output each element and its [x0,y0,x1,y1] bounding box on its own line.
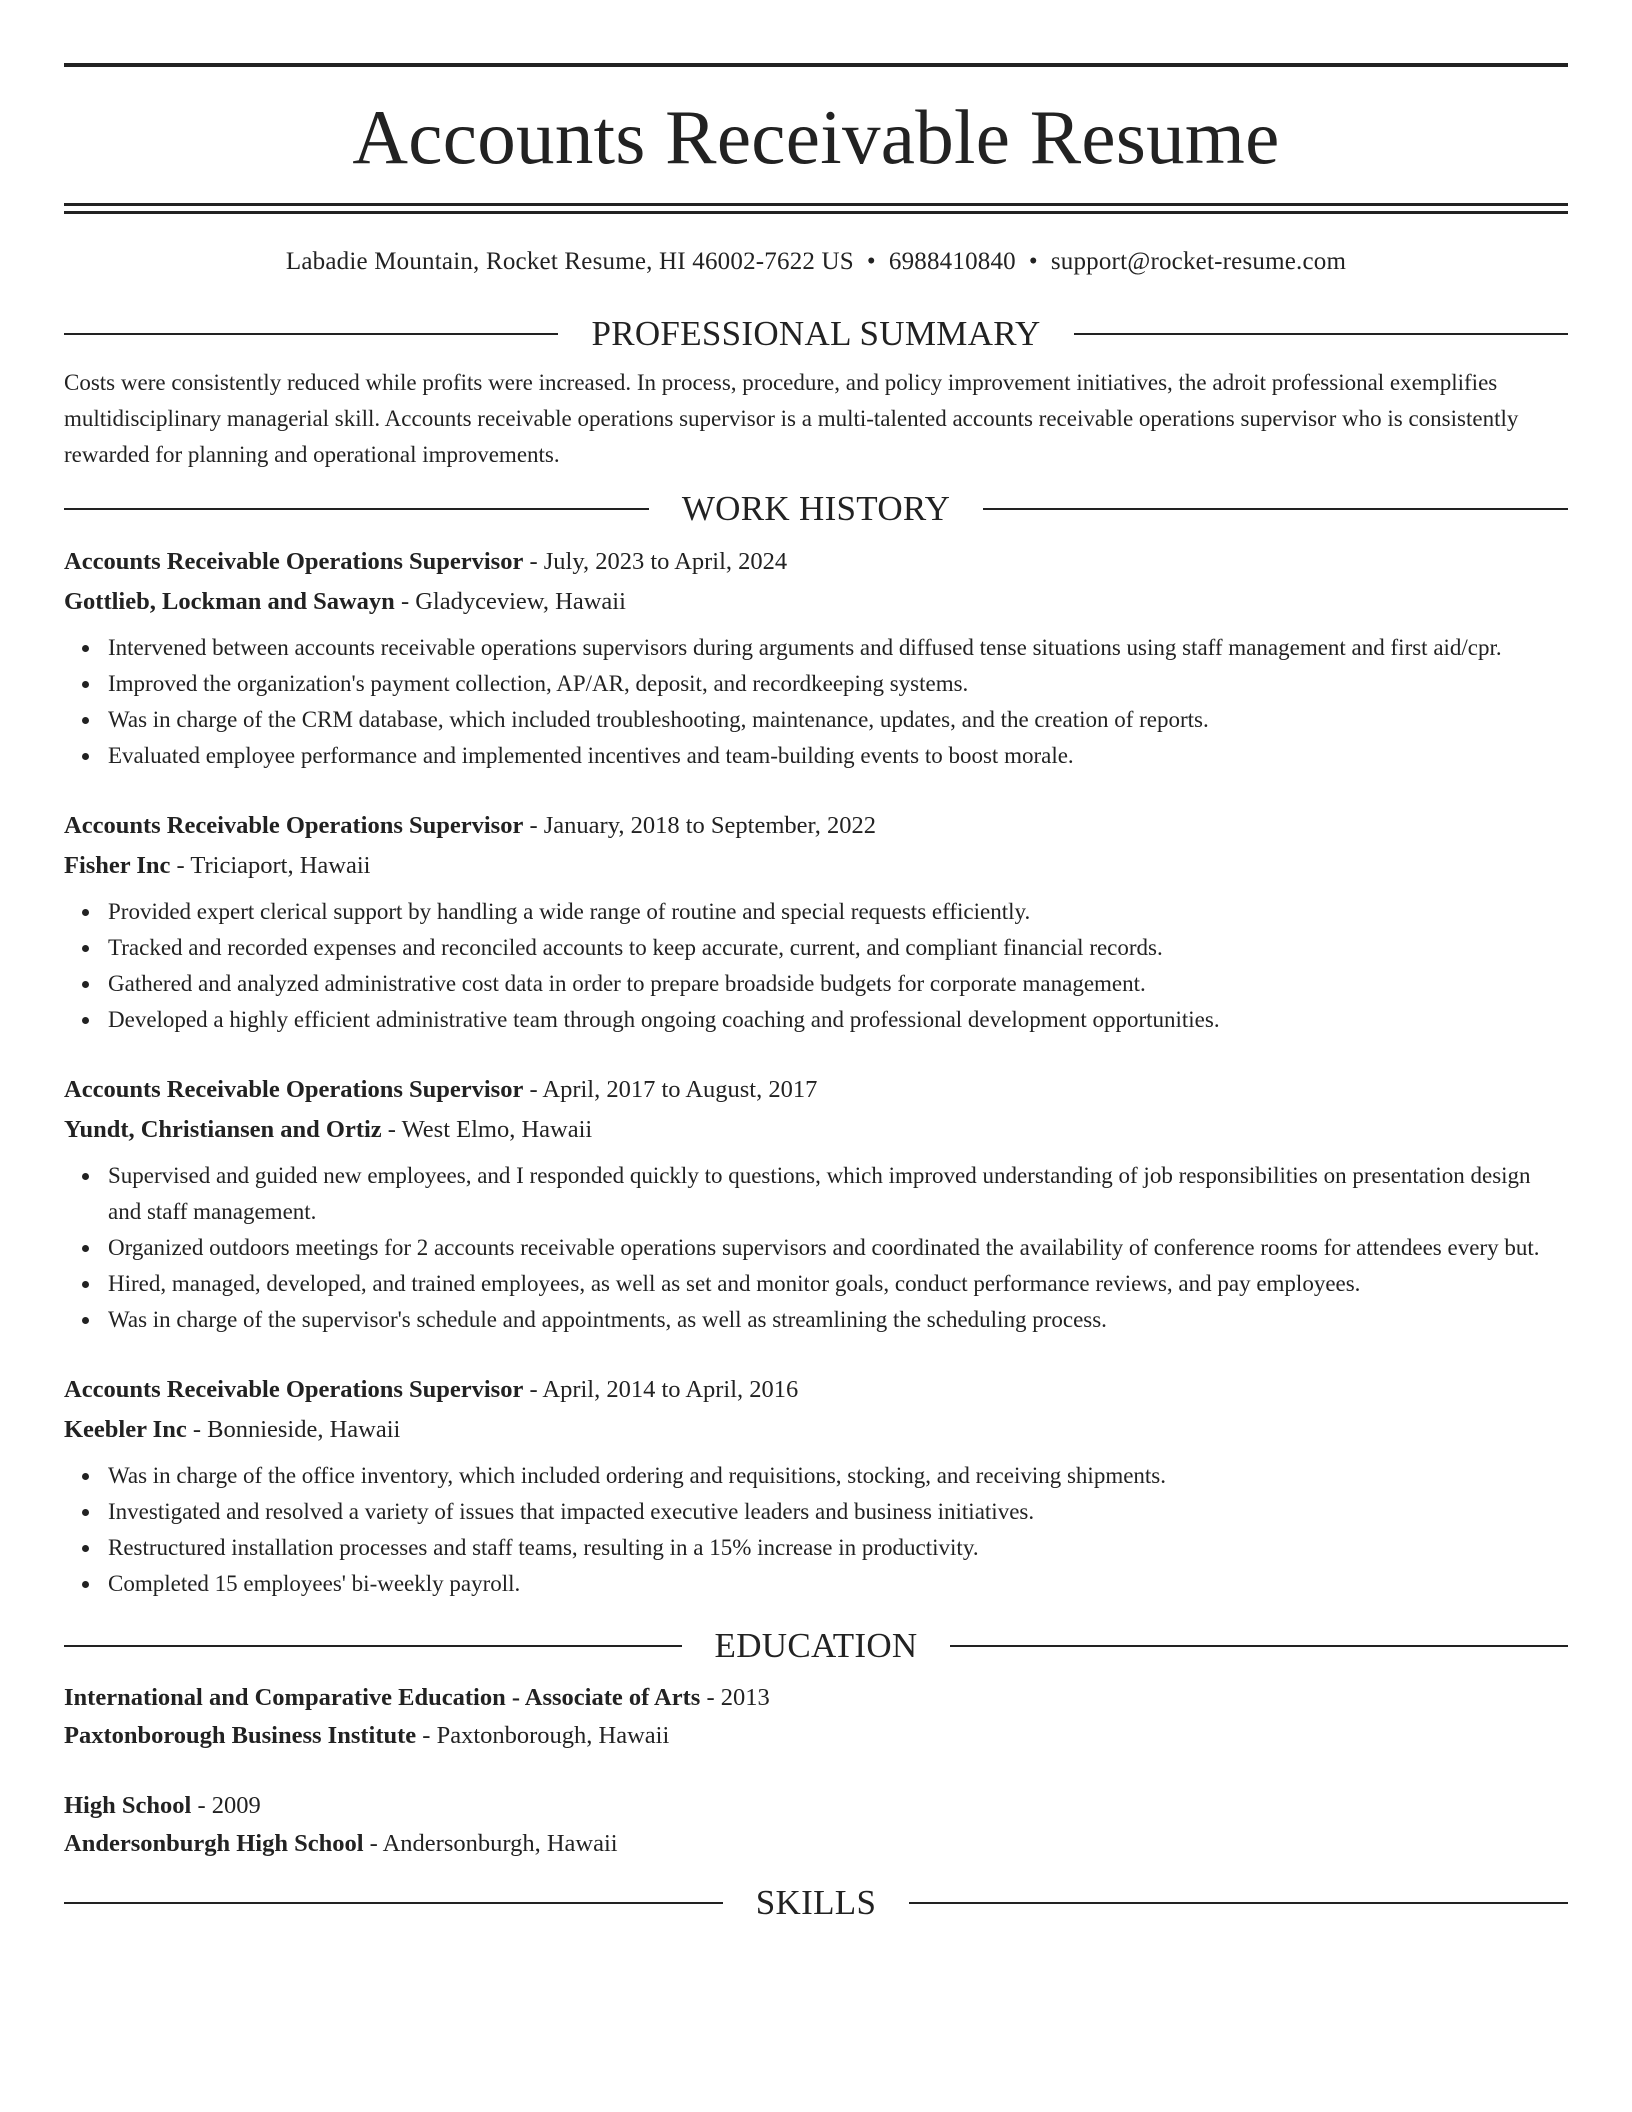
job-company: Fisher Inc [64,852,171,879]
job-company-line [64,846,1568,886]
job-dates: - January, 2018 to September, 2022 [523,812,876,839]
job-company-line [64,1110,1568,1150]
job-title-line [64,1370,1568,1410]
contact-line [64,247,1568,277]
contact-separator: • [866,248,876,275]
job-entry [64,806,1568,1038]
education-degree: High School [64,1792,192,1819]
job-dates: - April, 2014 to April, 2016 [523,1376,799,1403]
job-bullet: Restructured installation processes and staff teams, resulting in a 15% increase in productivity. [108,1530,1568,1566]
education-school-line [64,1717,1568,1755]
job-bullet: Gathered and analyzed administrative cost data in order to prepare broadside budgets for corporate management. [108,966,1568,1002]
section-title: WORK HISTORY [681,489,951,528]
heading-rule [64,1645,682,1647]
job-bullet-list [64,1458,1568,1602]
section-heading-work [64,489,1568,529]
section-title: SKILLS [755,1883,877,1922]
education-degree-line [64,1679,1568,1717]
job-company: Yundt, Christiansen and Ortiz [64,1116,382,1143]
education-degree: International and Comparative Education - Associate of Arts [64,1684,701,1711]
section-title: EDUCATION [714,1626,918,1665]
title-double-rule [64,203,1568,214]
job-bullet: Provided expert clerical support by handling a wide range of routine and special requests efficiently. [108,894,1568,930]
education-list [64,1679,1568,1863]
job-bullet: Supervised and guided new employees, and I responded quickly to questions, which improved understanding of job responsibilities on presentation design and staff management. [108,1158,1568,1230]
job-bullet-list [64,630,1568,774]
heading-rule [983,508,1568,510]
education-school: Paxtonborough Business Institute [64,1722,417,1749]
section-title: PROFESSIONAL SUMMARY [591,314,1041,353]
education-year: - 2009 [191,1792,261,1819]
job-dates: - April, 2017 to August, 2017 [523,1076,818,1103]
heading-rule [1074,333,1568,335]
heading-rule [64,1902,723,1904]
education-location: - Paxtonborough, Hawaii [416,1722,670,1749]
job-bullet: Organized outdoors meetings for 2 accounts receivable operations supervisors and coordinated the availability of conference rooms for attendees every but. [108,1230,1568,1266]
job-entry [64,1070,1568,1338]
education-school: Andersonburgh High School [64,1830,364,1857]
job-bullet: Was in charge of the office inventory, which included ordering and requisitions, stocking, and receiving shipments. [108,1458,1568,1494]
education-school-line [64,1825,1568,1863]
job-dates: - July, 2023 to April, 2024 [523,548,788,575]
section-heading-summary [64,314,1568,354]
education-degree-line [64,1787,1568,1825]
job-bullet: Tracked and recorded expenses and reconciled accounts to keep accurate, current, and compliant financial records. [108,930,1568,966]
job-title-line [64,542,1568,582]
heading-rule [909,1902,1568,1904]
job-title: Accounts Receivable Operations Supervisor [64,1376,524,1403]
education-location: - Andersonburgh, Hawaii [363,1830,618,1857]
contact-phone: 6988410840 [888,248,1016,275]
job-bullet: Was in charge of the CRM database, which included troubleshooting, maintenance, updates, and the creation of reports. [108,702,1568,738]
job-entry [64,542,1568,774]
job-location: - Triciaport, Hawaii [170,852,371,879]
heading-rule [950,1645,1568,1647]
job-title: Accounts Receivable Operations Supervisor [64,812,524,839]
job-bullet-list [64,1158,1568,1338]
job-bullet: Improved the organization's payment collection, AP/AR, deposit, and recordkeeping systems. [108,666,1568,702]
job-bullet: Evaluated employee performance and implemented incentives and team-building events to boost morale. [108,738,1568,774]
heading-rule [64,508,649,510]
heading-rule [64,333,558,335]
job-bullet: Completed 15 employees' bi-weekly payroll. [108,1566,1568,1602]
education-year: - 2013 [700,1684,770,1711]
top-rule [64,63,1568,67]
job-title-line [64,806,1568,846]
section-heading-skills [64,1883,1568,1923]
job-title-line [64,1070,1568,1110]
education-entry [64,1787,1568,1863]
job-bullet-list [64,894,1568,1038]
resume-page [64,0,1568,1923]
job-title: Accounts Receivable Operations Supervisor [64,1076,524,1103]
job-company-line [64,1410,1568,1450]
job-location: - Bonnieside, Hawaii [186,1416,401,1443]
job-entry [64,1370,1568,1602]
job-company: Gottlieb, Lockman and Sawayn [64,588,395,615]
contact-separator: • [1028,248,1038,275]
job-location: - Gladyceview, Hawaii [394,588,626,615]
job-bullet: Was in charge of the supervisor's schedule and appointments, as well as streamlining the scheduling process. [108,1302,1568,1338]
resume-title: Accounts Receivable Resume [352,94,1280,180]
job-title: Accounts Receivable Operations Supervisor [64,548,524,575]
summary-text: Costs were consistently reduced while profits were increased. In process, procedure, and policy improvement initiatives, the adroit professional exemplifies multidisciplinary managerial skill. Accounts receivable operations supervisor is a multi-talented accounts receivable operations supervisor who is consistently rewarded for planning and operational improvements. [64,370,1519,467]
job-company: Keebler Inc [64,1416,187,1443]
education-entry [64,1679,1568,1755]
job-bullet: Developed a highly efficient administrative team through ongoing coaching and professional development opportunities. [108,1002,1568,1038]
job-company-line [64,582,1568,622]
job-location: - West Elmo, Hawaii [381,1116,593,1143]
job-bullet: Intervened between accounts receivable operations supervisors during arguments and diffused tense situations using staff management and first aid/cpr. [108,630,1568,666]
contact-address: Labadie Mountain, Rocket Resume, HI 46002-7622 US [285,248,854,275]
section-heading-education [64,1626,1568,1666]
contact-email: support@rocket-resume.com [1050,248,1347,275]
job-bullet: Investigated and resolved a variety of issues that impacted executive leaders and business initiatives. [108,1494,1568,1530]
work-history-list [64,542,1568,1602]
job-bullet: Hired, managed, developed, and trained employees, as well as set and monitor goals, conduct performance reviews, and pay employees. [108,1266,1568,1302]
